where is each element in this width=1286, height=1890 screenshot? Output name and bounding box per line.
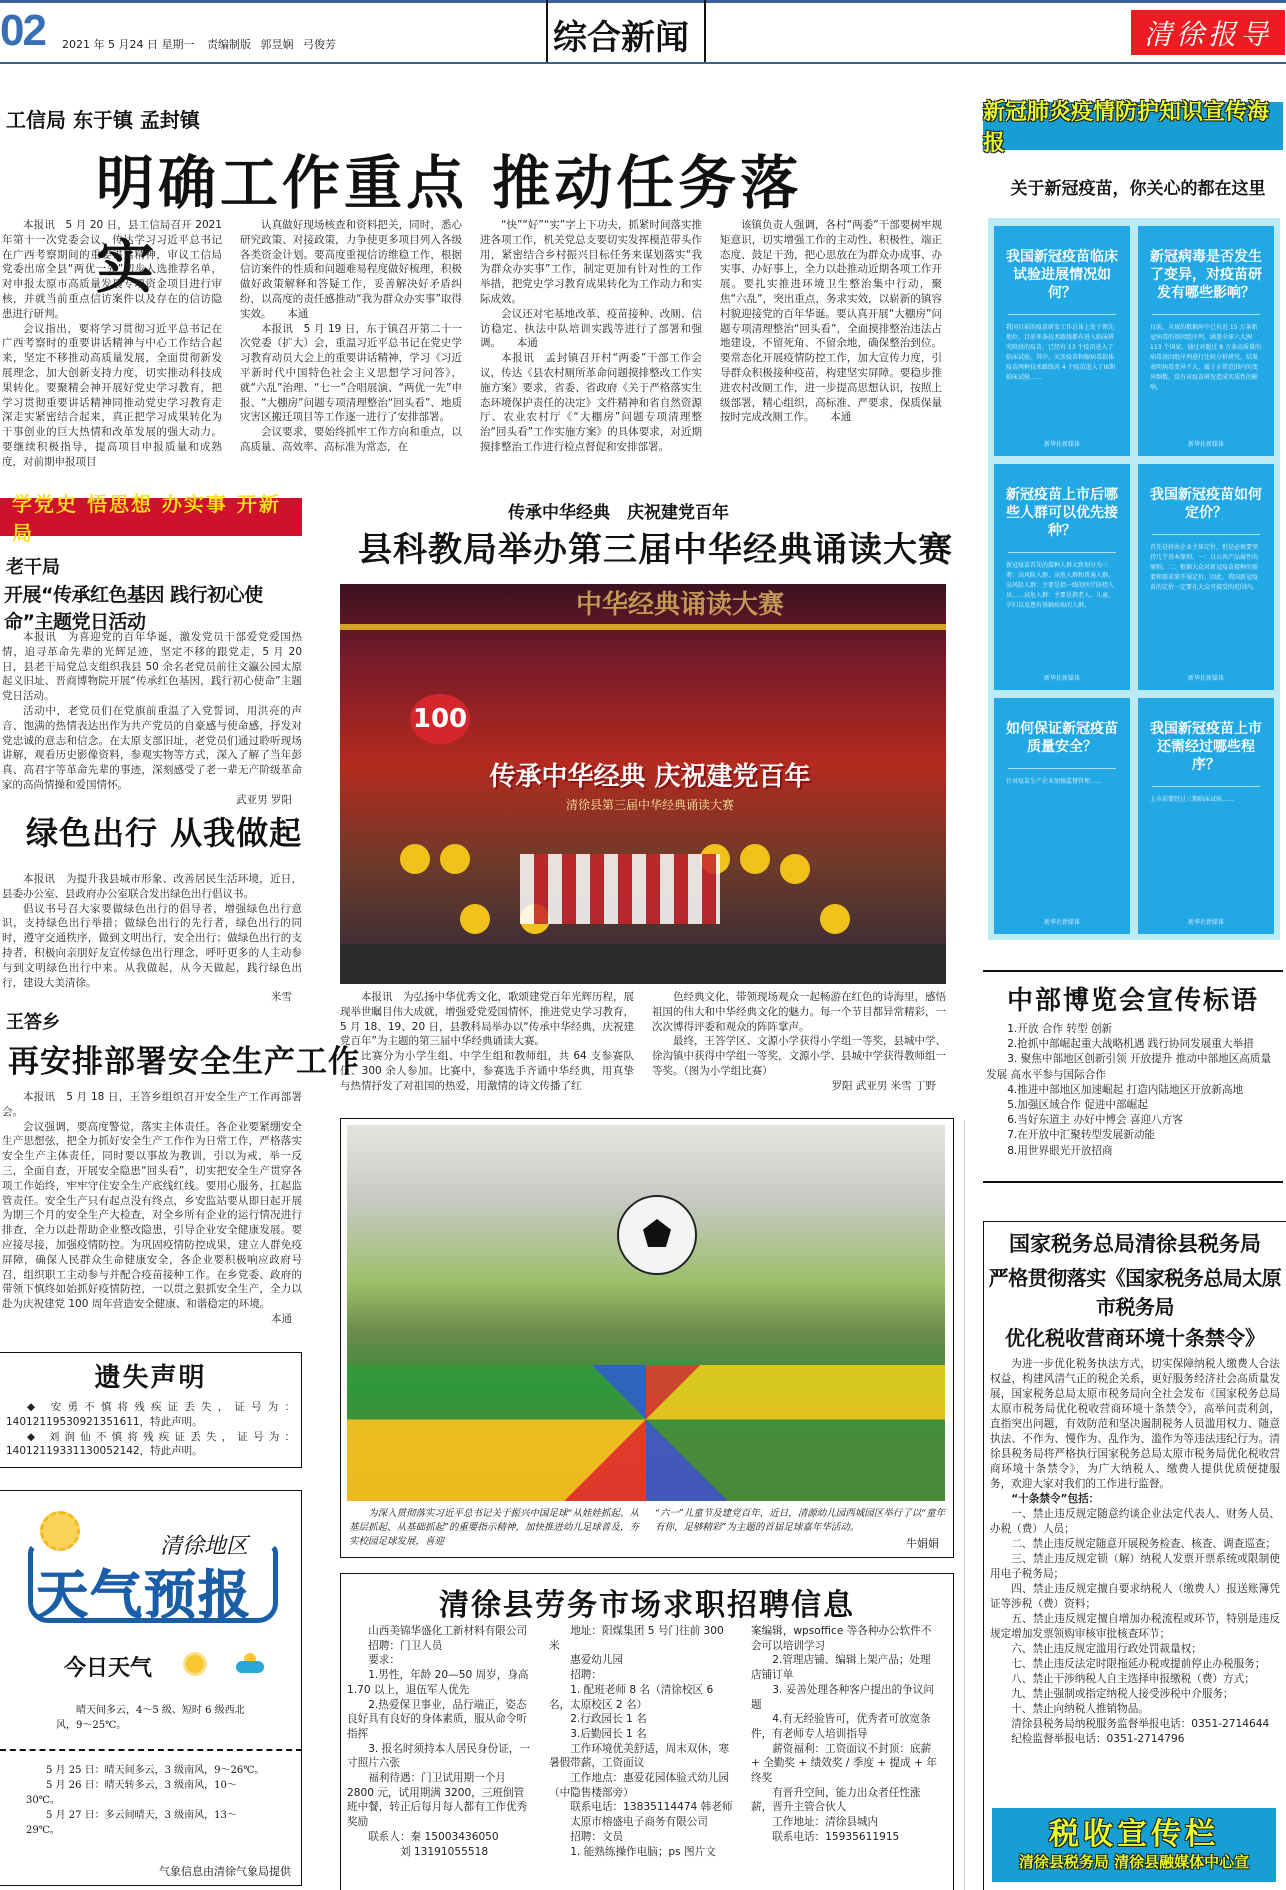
job-line: 4.有无经验皆可，优秀者可放宽条件，有老师专人培训指导 xyxy=(751,1713,931,1740)
poster-card xyxy=(994,698,1130,934)
forecast-list xyxy=(26,1763,266,1838)
poster-footer: 新华社新媒体 xyxy=(1187,441,1224,448)
poster-footer: 新华社新媒体 xyxy=(1043,919,1080,926)
job-line: 案编辑，wpsoffice 等各种办公软件不会可以培训学习 xyxy=(751,1625,932,1652)
stage-backdrop-text: 中华经典诵读大赛 xyxy=(575,590,784,620)
poster-title: 我国新冠疫苗临床试验进展情况如何？ xyxy=(1006,249,1118,301)
tax-banner-title: 税收宣传栏 xyxy=(1049,1817,1219,1852)
football-photo xyxy=(347,1125,945,1501)
byline: 本通 xyxy=(271,1312,292,1325)
tax-title-2: 严格贯彻落实《国家税务总局太原市税务局 xyxy=(988,1266,1282,1319)
covid-poster-grid xyxy=(988,218,1280,940)
today-weather-text: 晴天间多云，4～5 级、短时 6 级西北风，9～25℃。 xyxy=(56,1705,245,1731)
green-travel-body xyxy=(2,872,302,1005)
children-performers xyxy=(380,834,900,934)
weather-region: 清徐地区 xyxy=(160,1534,249,1559)
job-line: 2.行政园长 1 名 xyxy=(570,1713,647,1726)
poster-title: 新冠病毒是否发生了变异，对疫苗研发有哪些影响？ xyxy=(1150,249,1262,301)
rule-item: 八、禁止干涉纳税人自主选择申报缴税（费）方式； xyxy=(1011,1673,1255,1685)
slogan-item: 6.当好东道主 办好中博会 喜迎八方客 xyxy=(1007,1114,1183,1127)
paragraph: 会议要求，要始终抓牢工作方向和重点，以高质量、高效率、高标准为常态，在 xyxy=(240,426,462,453)
paragraph: 会议指出，要将学习贯彻习近平总书记在广西考察时的重要讲话精神与中心工作结合起来，坚定不移推动高质量发展，全面贯彻新发展理念，加大创新支持力度，切实推动科技成果转化。要聚精会神开展好党史学习教育，把学习贯彻重要讲话精神同推动党史学习教育走深走实紧密结合起来，真正把学习成果转化为干事创业的巨大热情和改革发展的强大动力。要继续积极指导，提高项目申报质量和成熟度，对前期申报项目 xyxy=(2,322,222,468)
giant-football-icon xyxy=(617,1195,697,1275)
section-title: 综合新闻 xyxy=(553,18,689,58)
rule-item: 十、禁止向纳税人推销物品。 xyxy=(1011,1703,1149,1715)
job-line: 太原市榕盛电子商务有限公司 xyxy=(570,1816,708,1829)
page-number: 02 xyxy=(0,6,45,55)
slogan-item: 5.加强区域合作 促进中部崛起 xyxy=(1007,1099,1148,1112)
paragraph: 本报讯 为弘扬中华优秀文化，歌颂建党百年光辉历程，展现举世瞩目伟大成就，增强爱党爱国情怀，推进党史学习教育，5 月 18、19、20 日，县教科局举办以“传承中华经典，庆祝建党百年”为主题的第三届中华经典诵读大赛。 xyxy=(340,991,634,1048)
job-line: 3. 妥善处理各种客户提出的争议问题 xyxy=(751,1683,934,1711)
job-line: 刘 13191055518 xyxy=(368,1845,489,1858)
party-history-banner: 学党史 悟思想 办实事 开新局 xyxy=(0,498,302,536)
poster-title: 新冠疫苗上市后哪些人群可以优先接种？ xyxy=(1006,487,1118,539)
job-line: 3.后勤园长 1 名 xyxy=(570,1727,647,1740)
discipline-hotline: 纪检监督举报电话：0351-2714796 xyxy=(1011,1733,1185,1745)
football-photo-box xyxy=(340,1118,954,1558)
safety-kicker: 王答乡 xyxy=(6,1012,60,1033)
paragraph: 该镇负责人强调，各村“两委”干部要树牢规矩意识，切实增强工作的主动性、积极性，端正态度、鼓足干劲，把心思放在为群众办成事、办实事、办好事上，全力以赴推动近期各项工作开展。要扎实推进环境卫生整治集中行动，聚焦“六乱”，突出重点，务求实效，以崭新的镇容村貌迎接党的百年华诞。要认真开展“大棚房”问题专项清理整治“回头看”，全面摸排整治违法占地建设，不留死角、不留余地，确保整治到位。要常态化开展疫情防控工作，加大宣传力度，引导群众积极接种疫苗，构建坚实屏障。要稳步推进农村改厕工作，进一步提高思想认识，按照上级部署，精心组织，高标准、严要求，保质保量按时完成改厕工作。 本通 xyxy=(720,219,942,424)
paragraph: 色经典文化，带领现场观众一起畅游在红色的诗海里，感悟祖国的伟大和中华经典文化的魅力。每一个节目都异常精彩，一次次博得评委和观众的阵阵掌声。 xyxy=(652,991,946,1033)
poster-body: 上市前要经过三期临床试验…… xyxy=(1150,796,1235,803)
paragraph: 本报讯 为提升我县城市形象、改善居民生活环境，近日，县委办公室、县政府办公室联合发出绿色出行倡议书。 xyxy=(2,873,302,900)
issue-date: 2021 年 5 月24 日 星期一 xyxy=(62,38,195,51)
laoganju-body xyxy=(2,630,302,808)
paragraph: 活动中，老党员们在党旗前重温了入党誓词，用洪亮的声音、饱满的热情表达出作为共产党员的自豪感与使命感，抒发对党忠诚的意志和信念。在太原支部旧址，老党员们通过聆听现场讲解，观看历史影像资料，参观实物等方式，深入了解了当年彭真、高君宇等革命先辈的事迹，深刻感受了老一辈无产阶级革命家的高尚情操和爱国情怀。 xyxy=(2,704,302,791)
safety-headline: 再安排部署安全生产工作 xyxy=(8,1044,360,1080)
rule-item: 一、禁止违反规定随意约谈企业法定代表人、财务人员、办税（费）人员； xyxy=(990,1508,1280,1535)
job-line: 工作地址：清徐县城内 xyxy=(772,1816,879,1829)
jobs-title: 清徐县劳务市场求职招聘信息 xyxy=(439,1588,855,1623)
rules-label: “十条禁令”包括： xyxy=(1011,1493,1100,1505)
jobs-box xyxy=(340,1573,954,1890)
poster-body: 针对疫苗生产企业加强监督管理…… xyxy=(1006,778,1103,785)
paragraph: 倡议书号召大家要做绿色出行的倡导者，增强绿色出行意识，支持绿色出行举措；做绿色出行的先行者，绿色出行的同时，遵守交通秩序，做到文明出行，安全出行；做绿色出行的支持者，积极向亲朋好友宣传绿色出行理念，呼吁更多的人主动参与到文明绿色出行中来。从我做起，从今天做起，践行绿色出行，建设大美清徐。 xyxy=(2,902,302,989)
tax-banner-subtitle: 清徐县税务局 清徐县融媒体中心宣 xyxy=(1018,1853,1250,1871)
expo-bottom-rule xyxy=(983,1181,1283,1183)
recital-photo xyxy=(340,584,946,984)
parachute-play-mat xyxy=(347,1365,945,1501)
job-line: 惠爱幼儿园 xyxy=(570,1654,624,1667)
poster-card xyxy=(1138,464,1274,690)
green-travel-headline: 绿色出行 从我做起 xyxy=(26,814,303,852)
lead-column-4 xyxy=(720,218,942,425)
paragraph: 最终，王答学区、文源小学获得小学组一等奖，县城中学、徐沟镇中获得中学组一等奖，文源小学、县城中学获得教师组一等奖。（图为小学组比赛） xyxy=(652,1035,946,1077)
recital-column-1 xyxy=(340,990,634,1094)
job-line: 联系人：秦 15003436050 xyxy=(368,1830,499,1843)
poster-footer: 新华社新媒体 xyxy=(1187,675,1224,682)
poster-footer: 新华社新媒体 xyxy=(1187,919,1224,926)
safety-body xyxy=(2,1090,302,1327)
rule-item: 六、禁止违反规定滥用行政处罚裁量权； xyxy=(1011,1643,1202,1655)
job-line: 福利待遇：门卫试用期一个月 2800 元，试用期满 3200，三班倒管班中餐，转正后每月每人都有工作优秀奖励 xyxy=(347,1772,528,1829)
lead-headline: 明确工作重点 推动任务落实 xyxy=(96,149,803,301)
poster-footer: 新华社新媒体 xyxy=(1043,675,1080,682)
tax-title-1: 国家税务总局清徐县税务局 xyxy=(1009,1232,1261,1256)
poster-body: 我国目前的疫苗研发工作总体上处于领先地位，目前多条技术路线都有进入临床研究阶段的疫苗，已经有 13 个疫苗进入了临床试验。其中，灭活疫苗和腺病毒载体疫苗两种技术路线共 4 个疫苗进入了III期临床试验…… xyxy=(1006,324,1115,381)
poster-card xyxy=(994,226,1130,456)
slogan-item: 1.开放 合作 转型 创新 xyxy=(1007,1023,1113,1035)
slogan-item: 8.用世界眼光开放招商 xyxy=(1007,1144,1113,1157)
byline: 罗阳 武亚男 米雪 丁野 xyxy=(831,1079,936,1092)
paragraph: 本报讯 5 月 19 日，东于镇召开第二十一次党委（扩大）会，重温习近平总书记在党史学习教育动员大会上的重要讲话精神，学习《习近平新时代中国特色社会主义思想学习问答》，就“六乱”治理、“七一”合唱展演、“两优一先”申报、“大棚房”问题专项清理整治“回头看”、地质灾害区搬迁项目等工作逐一进行了安排部署。 xyxy=(240,322,462,424)
football-caption-left: 为深入贯彻落实习近平总书记关于振兴中国足球“从娃娃抓起、从基层抓起、从基础抓起”的重要指示精神，加快推进幼儿足球普及，夯实校园足球发展，喜迎 xyxy=(349,1508,639,1547)
poster-body: 首先是将由企业主体定价，但是必须要坚持几个基本原则。一：以公共产品属性的原则。二：根据大众对新冠疫苗接种的需要和需求来开展定价。因此，我国新冠疫苗的定价一定要在大众可接受的范围内。 xyxy=(1150,544,1259,591)
stage-floor xyxy=(340,944,946,984)
job-line: 2.热爱保卫事业，品行端正，姿态良好具有良好的身体素质，服从命令听指挥 xyxy=(347,1698,528,1740)
byline: 武亚男 罗阳 xyxy=(236,793,292,806)
rule-item: 二、禁止违反规定随意开展税务检查、核查、调查巡查； xyxy=(1011,1538,1277,1550)
rule-item: 七、禁止违反法定时限拖延办税或提前停止办税服务； xyxy=(1011,1658,1266,1670)
job-line: 招聘：文员 xyxy=(570,1830,624,1843)
expo-title: 中部博览会宣传标语 xyxy=(1006,986,1259,1016)
lost-notice-item: ◆ 刘润仙不慎将残疾证丢失，证号为：14012119331130052142，特此声明。 xyxy=(6,1430,295,1458)
paragraph: 本报讯 5 月 20 日，县工信局召开 2021 年第十一次党委会议，传达学习习近平总书记在广西考察期间的重要讲话精神，审议工信局党委出席全县“两优一先”初步人选推荐名单，对申报太原市高质量发展专项资金项目进行审核，并就当前重点信访案件以及存在的信访隐患进行研判。 xyxy=(2,219,222,320)
poster-title: 我国新冠疫苗上市还需经过哪些程序？ xyxy=(1150,721,1262,773)
poster-title: 如何保证新冠疫苗质量安全？ xyxy=(1006,721,1118,755)
lost-notice-box xyxy=(0,1352,302,1468)
paragraph: 为进一步优化税务执法方式，切实保障纳税人缴费人合法权益，构建风清气正的税企关系，更好服务经济社会高质量发展，国家税务总局太原市税务局向全社会发布《国家税务总局太原市税务局优化税收营商环境十条禁令》，高举问责利剑，直指突出问题，有效防范和坚决遏制税务人员滥用权力、随意执法、不作为、慢作为、乱作为、滥作为等违法违纪行为。清徐县税务局将严格执行国家税务总局太原市税务局优化税收营商环境十条禁令》，为广大纳税人、缴费人提供优质便捷服务，欢迎大家对我们的工作进行监督。 xyxy=(990,1358,1280,1490)
recital-kicker: 传承中华经典 庆祝建党百年 xyxy=(508,503,729,523)
stage-banner-text: 传承中华经典 庆祝建党百年 xyxy=(489,762,811,792)
expo-top-rule xyxy=(983,970,1283,972)
rule-item: 五、禁止违反规定擅自增加办税流程或环节，特别是违反规定增加发票领购审核审批核查环节； xyxy=(990,1613,1280,1640)
column-separator xyxy=(964,1120,965,1890)
job-line: 地址：阳煤集团 5 号门往前 300 米 xyxy=(549,1625,724,1652)
stage-light-bar xyxy=(340,624,946,630)
tax-title-3: 优化税收营商环境十条禁令》 xyxy=(1005,1326,1265,1350)
weather-logo-text: 天气预报 xyxy=(36,1566,253,1626)
newspaper-masthead-logo: 清徐报导 xyxy=(1131,10,1285,55)
byline: 米雪 xyxy=(271,991,292,1004)
recital-column-2 xyxy=(652,990,946,1094)
job-line: 工作环境优美舒适，周末双休，寒暑假带薪，工资面议 xyxy=(549,1742,730,1770)
lost-notice-items xyxy=(0,1394,301,1459)
poster-card xyxy=(994,464,1130,690)
lead-column-2 xyxy=(240,218,462,455)
job-line: 招聘： xyxy=(570,1669,602,1682)
job-line: 3. 报名时须持本人居民身份证，一寸照片六张 xyxy=(347,1742,530,1770)
covid-poster-subtitle: 关于新冠疫苗，你关心的都在这里 xyxy=(1010,179,1266,199)
recital-headline: 县科教局举办第三届中华经典诵读大赛 xyxy=(358,530,953,570)
job-line: 山西美锦华盛化工新材料有限公司 xyxy=(368,1625,528,1637)
rule-item: 四、禁止违反规定擅自要求纳税人（缴费人）报送账簿凭证等涉税（费）资料； xyxy=(990,1583,1280,1610)
paragraph: 会议强调，要高度警觉，落实主体责任。各企业要紧绷安全生产思想弦，把全力抓好安全生产工作作为日常工作，严格落实安全生产主体责任，同时要以事故为教训，引以为戒，举一反三，全面自查，开展安全隐患“回头看”，切实把安全生产贯穿各项工作始终，牢牢守住安全生产底线红线。要用心服务，扛起监管责任。安全生产只有起点没有终点，乡安监站要从即日起开展为期三个月的安全生产大检查，对全乡所有企业的运行情况进行排查，全力以赴帮助企业整改隐患，引导企业安全健康发展。要应接尽接，加强疫情防控。为巩固疫情防控成果，建立人群免疫屏障，确保人民群众生命健康安全，各企业要积极响应政府号召，组织职工主动参与并配合疫苗接种工作。在乡党委、政府的带领下慎终如始抓好疫情防控，一以贯之狠抓安全生产，全力以赴为庆祝建党 100 周年营造安全健康、和谐稳定的环境。 xyxy=(2,1120,302,1311)
lost-notice-title: 遗失声明 xyxy=(94,1363,207,1393)
covid-poster-banner: 新冠肺炎疫情防护知识宣传海报 xyxy=(983,102,1283,150)
header-divider xyxy=(704,0,706,62)
poster-body: 新冠疫苗首先的接种人群大致划分为三类：高风险人群、高危人群和普通人群。高风险人群：主要是指一线的医疗防控人员……高危人群：主要是指老人、儿童、孕妇以及患有基础疾病的人群。 xyxy=(1006,562,1115,609)
football-caption-right: “六一”儿童节及建党百年，近日，清源幼儿园西城园区举行了以“童年有你，足够精彩”为主题的首届足球嘉年华活动。 xyxy=(655,1508,946,1533)
editors-credit: 责编制版 郭昱娴 弓俊芳 xyxy=(207,38,336,51)
tax-publicity-banner xyxy=(992,1808,1276,1882)
weather-source: 气象信息由清徐气象局提供 xyxy=(159,1865,291,1878)
weather-box xyxy=(0,1490,302,1886)
job-line: 1. 能熟练操作电脑；ps 图片文 xyxy=(570,1845,716,1858)
jobs-column-3 xyxy=(751,1624,941,1845)
header-top-rule xyxy=(0,0,1286,3)
laoganju-headline: 开展“传承红色基因 践行初心使命”主题党日活动 xyxy=(4,584,263,633)
job-line: 2.管理店铺、编辑上架产品；处理店铺订单 xyxy=(751,1654,931,1682)
job-line: 联系电话：15935611915 xyxy=(772,1830,900,1843)
job-line: 1. 配班老师 8 名（清徐校区 6 名，太原校区 2 名） xyxy=(549,1683,714,1711)
paragraph: 本报讯 孟封镇召开村“两委”干部工作会议，传达《县农村厕所革命问题摸排整改工作实施方案》要求，省委、省政府《关于严格落实生态环境保护责任的决定》文件精神和省自然资源厅、农业农村厅《“大棚房”问题专项清理整治“回头看”工作实施方案》的具体要求，对近期摸排整治工作进行检点督促和安排部署。 xyxy=(480,352,702,453)
header-divider xyxy=(546,0,548,62)
forecast-item: 5 月 25 日：晴天间多云，3 级南风，9～26℃。 xyxy=(46,1765,265,1776)
forecast-item: 5 月 26 日：晴天转多云，3 级南风，10～30℃。 xyxy=(26,1780,237,1806)
stage-sub-banner-text: 清徐县第三届中华经典诵读大赛 xyxy=(565,798,734,812)
paragraph: 认真做好现场核查和资料把关，同时，悉心研究政策、对接政策，力争使更多项目列入各级各类资金计划。要高度重视信访维稳工作，根据信访案件的性质和问题难易程度做好梳理，积极做好政策解释和答疑工作，妥善解决好矛盾纠纷，以高度的责任感推动“我为群众办实事”取得实效。 本通 xyxy=(240,219,462,320)
jobs-column-2 xyxy=(549,1624,735,1859)
expo-slogan-list xyxy=(986,1022,1280,1159)
job-line: 薪资福利：工资面议不封顶：底薪 + 全勤奖 + 绩效奖 / 季度 + 提成 + 年终奖 xyxy=(751,1742,937,1785)
sun-icon xyxy=(186,1655,204,1673)
partly-cloudy-icon xyxy=(236,1653,264,1673)
today-weather-label: 今日天气 xyxy=(64,1655,153,1681)
rule-item: 三、禁止违反规定锁（解）纳税人发票开票系统或限制使用电子税务局； xyxy=(990,1553,1280,1580)
paragraph: 比赛分为小学生组、中学生组和教师组，共 64 支参赛队伍、300 余人参加。比赛中，参赛选手齐诵中华经典，用真挚与热情抒发了对祖国的热爱，用激情的诗文传播了红 xyxy=(340,1050,634,1092)
lost-notice-item: ◆ 安勇不慎将残疾证丢失，证号为：14012119530921351611，特此声明。 xyxy=(6,1401,295,1428)
poster-body: 目前，全球的数据库中已有近 15 万条新冠病毒的基因组序列，涵盖全球六大洲 113 个国家。通过对超过 8 万条高质量的病毒基因组序列进行比较分析研究，结果表明病毒变异不大，属于正常范围内的变异频数，没有对疫苗研发造成实质性的影响。 xyxy=(1150,324,1261,391)
poster-title: 我国新冠疫苗如何定价？ xyxy=(1150,487,1262,521)
job-line: 有晋升空间，能力出众者任性涨薪，晋升主管合伙人 xyxy=(751,1786,921,1814)
jobs-column-1 xyxy=(347,1624,533,1859)
slogan-item: 4.推进中部地区加速崛起 打造内陆地区开放新高地 xyxy=(1007,1083,1244,1096)
job-line: 要求： xyxy=(368,1654,400,1667)
header-bottom-rule xyxy=(0,62,1286,64)
centenary-emblem: 100 xyxy=(410,694,470,744)
paragraph: 本报讯 5 月 18 日，王答乡组织召开安全生产工作再部署会。 xyxy=(2,1091,302,1118)
lead-column-1 xyxy=(2,218,222,470)
lead-kicker: 工信局 东于镇 孟封镇 xyxy=(6,108,200,132)
paragraph: 会议还对宅基地改革、疫苗接种、改厕、信访稳定、执法中队培训实践等进行了部署和强调。 本通 xyxy=(480,307,702,350)
laoganju-kicker: 老干局 xyxy=(6,557,60,578)
paragraph: “快”“好”“实”字上下功夫，抓紧时间落实推进各项工作，机关党总支要切实发挥模范带头作用，紧密结合乡村振兴目标任务来谋划落实“我为群众办实事”工作，制定更加有针对性的工作举措，把党史学习教育成果转化为工作动力和实际成效。 xyxy=(480,219,702,305)
job-line: 1.男性，年龄 20—50 周岁，身高 1.70 以上，退伍军人优先 xyxy=(347,1669,529,1696)
job-line: 招聘：门卫人员 xyxy=(368,1639,443,1652)
slogan-item: 3. 聚焦中部地区创新引领 开放提升 推动中部地区高质量发展 高水平参与国际合作 xyxy=(986,1053,1272,1081)
job-line: 联系电话：13835114474 韩老师 xyxy=(570,1801,733,1814)
slogan-item: 7.在开放中汇聚转型发展新动能 xyxy=(1007,1129,1156,1142)
slogan-item: 2.抢抓中部崛起重大战略机遇 践行协同发展重大举措 xyxy=(1007,1038,1254,1051)
football-byline: 牛娟娟 xyxy=(906,1537,939,1550)
poster-footer: 新华社新媒体 xyxy=(1043,441,1080,448)
tax-body xyxy=(984,1351,1286,1747)
poster-card xyxy=(1138,698,1274,934)
tax-notice-box xyxy=(983,1221,1286,1890)
tax-hotline: 清徐县税务局纳税服务监督举报电话：0351-2714644 xyxy=(1011,1718,1270,1730)
poster-card xyxy=(1138,226,1274,456)
job-line: 工作地点：惠爱花园体验式幼儿园（中隐售楼部旁） xyxy=(549,1772,730,1799)
forecast-item: 5 月 27 日：多云间晴天，3 级南风，13～29℃。 xyxy=(26,1810,237,1836)
lead-column-3 xyxy=(480,218,702,455)
paragraph: 本报讯 为喜迎党的百年华诞，激发党员干部爱党爱国热情，追寻革命先辈的光辉足迹，坚定不移的跟党走，5 月 20 日，县老干局党总支组织我县 50 余名老党员前往文瀛公园太原起义旧址、晋商博物院开展“传承红色基因，践行初心使命”主题党日活动。 xyxy=(2,631,302,703)
weather-divider xyxy=(0,1749,302,1751)
rule-item: 九、禁止强制或指定纳税人接受涉税中介服务； xyxy=(1011,1688,1234,1700)
